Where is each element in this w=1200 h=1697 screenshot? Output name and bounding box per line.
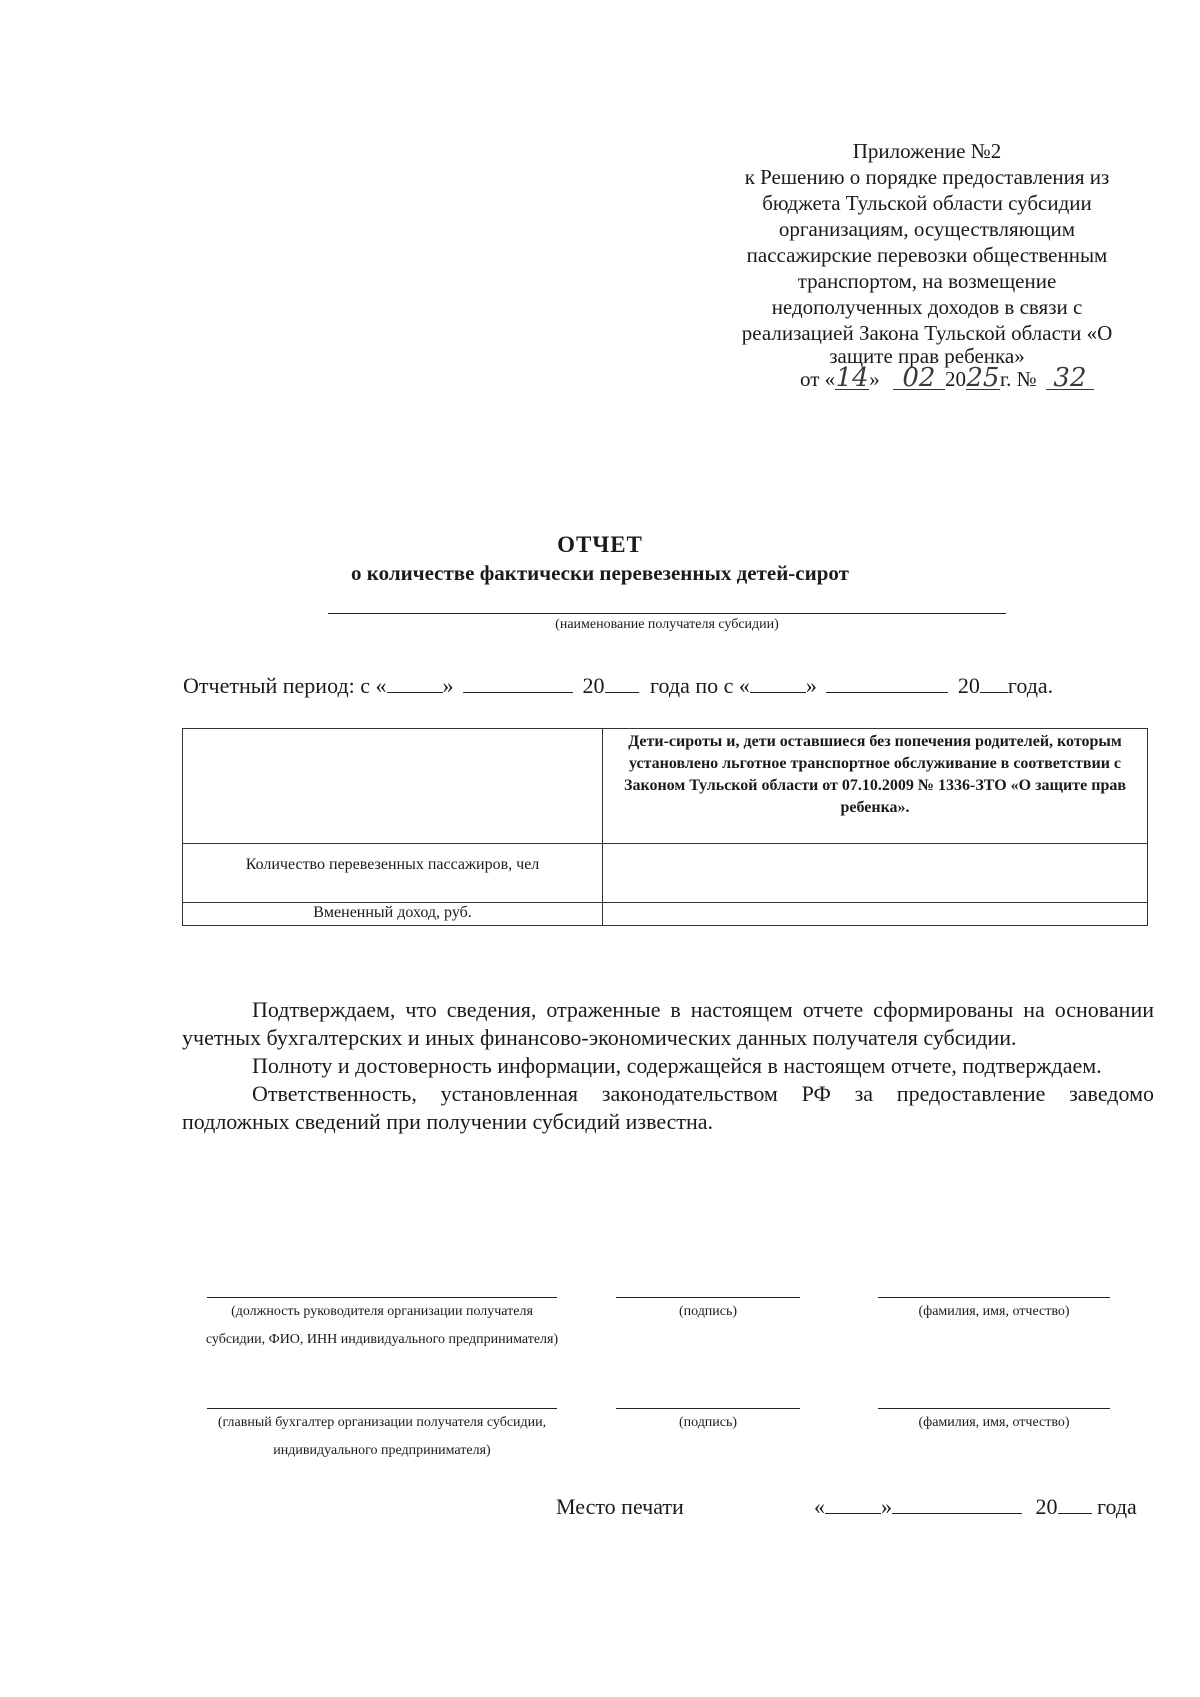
head-name-caption: (фамилия, имя, отчество) <box>918 1304 1070 1319</box>
row-label: Количество перевезенных пассажиров, чел <box>183 844 603 903</box>
stamp-year-field[interactable] <box>1058 1495 1092 1514</box>
stamp-day-field[interactable] <box>825 1495 881 1514</box>
report-subtitle: о количестве фактически перевезенных детей-сирот <box>351 561 849 585</box>
appendix-line: защите прав ребенка» <box>829 344 1025 368</box>
row-value-cell[interactable] <box>603 844 1148 903</box>
date-month: 02 <box>893 367 945 390</box>
date-year: 25 <box>966 363 1000 393</box>
date-prefix: от « <box>800 367 836 391</box>
period-mid: » <box>805 673 817 698</box>
period-label: Отчетный период: с « <box>183 673 387 698</box>
confirmation-text <box>182 996 1154 1136</box>
row-label: Вмененный доход, руб. <box>183 903 603 926</box>
row-value-cell[interactable] <box>603 903 1148 926</box>
period-year-prefix: 20 <box>957 673 980 698</box>
period-start-day-field[interactable] <box>387 674 443 693</box>
stamp-date-open: « <box>814 1494 825 1519</box>
period-end-month-field[interactable] <box>826 674 948 693</box>
document-number: 32 <box>1046 367 1094 390</box>
date-day: 14 <box>835 363 869 393</box>
recipient-name-field[interactable] <box>328 613 1006 614</box>
accountant-position-caption: (главный бухгалтер организации получателя субсидии, индивидуального предпринимателя) <box>217 1415 547 1458</box>
stamp-month-field[interactable] <box>892 1495 1022 1514</box>
period-year-prefix: 20 <box>582 673 605 698</box>
report-table <box>182 728 1148 926</box>
appendix-line: организациям, осуществляющим <box>778 217 1076 241</box>
appendix-line: Приложение №2 <box>852 139 1002 163</box>
accountant-name-caption: (фамилия, имя, отчество) <box>918 1415 1070 1430</box>
stamp-year-prefix: 20 <box>1035 1494 1058 1519</box>
appendix-line: реализацией Закона Тульской области «О <box>741 321 1113 345</box>
table-header-row <box>183 729 1148 844</box>
table-row <box>183 844 1148 903</box>
appendix-line: бюджета Тульской области субсидии <box>762 191 1092 215</box>
date-year-prefix: 20 <box>944 367 966 391</box>
table-row <box>183 903 1148 926</box>
period-end: года. <box>1007 673 1054 698</box>
period-start-month-field[interactable] <box>463 674 573 693</box>
period-start-year-field[interactable] <box>605 674 639 693</box>
appendix-line: недополученных доходов в связи с <box>771 295 1083 319</box>
date-suffix: г. № <box>999 367 1037 391</box>
confirmation-paragraph: Подтверждаем, что сведения, отраженные в настоящем отчете сформированы на основании учетных бухгалтерских и иных финансово-экономических данных получателя субсидии. <box>182 997 1154 1050</box>
appendix-line: пассажирские перевозки общественным <box>746 243 1108 267</box>
table-header-cell: Дети-сироты и, дети оставшиеся без попечения родителей, которым установлено льготное транспортное обслуживание в соответствии с Законом Тульской области от 07.10.2009 № 1336-ЗТО «О защите прав ребенка». <box>603 729 1148 844</box>
report-title: ОТЧЕТ <box>557 532 643 557</box>
appendix-block <box>722 138 1132 392</box>
table-corner-cell <box>183 729 603 844</box>
period-end-year-field[interactable] <box>980 674 1008 693</box>
appendix-line: к Решению о порядке предоставления из <box>744 165 1110 189</box>
confirmation-paragraph: Полноту и достоверность информации, содержащейся в настоящем отчете, подтверждаем. <box>252 1053 1102 1078</box>
head-position-caption: (должность руководителя организации получателя субсидии, ФИО, ИНН индивидуального предпринимателя) <box>205 1304 559 1347</box>
stamp-date <box>814 1494 1137 1520</box>
stamp-place-label: Место печати <box>556 1494 684 1519</box>
period-mid: » <box>442 673 454 698</box>
recipient-caption: (наименование получателя субсидии) <box>555 617 779 632</box>
appendix-line: транспортом, на возмещение <box>797 269 1057 293</box>
stamp-year-suffix: года <box>1097 1494 1137 1519</box>
date-mid: » <box>869 367 880 391</box>
confirmation-paragraph: Ответственность, установленная законодательством РФ за предоставление заведомо подложных сведений при получении субсидий известна. <box>182 1081 1154 1134</box>
period-to: года по с « <box>650 673 750 698</box>
appendix-date <box>722 363 1132 393</box>
period-end-day-field[interactable] <box>750 674 806 693</box>
reporting-period <box>183 673 1053 699</box>
head-signature-caption: (подпись) <box>678 1304 738 1319</box>
stamp-date-close: » <box>881 1494 892 1519</box>
accountant-signature-caption: (подпись) <box>678 1415 738 1430</box>
